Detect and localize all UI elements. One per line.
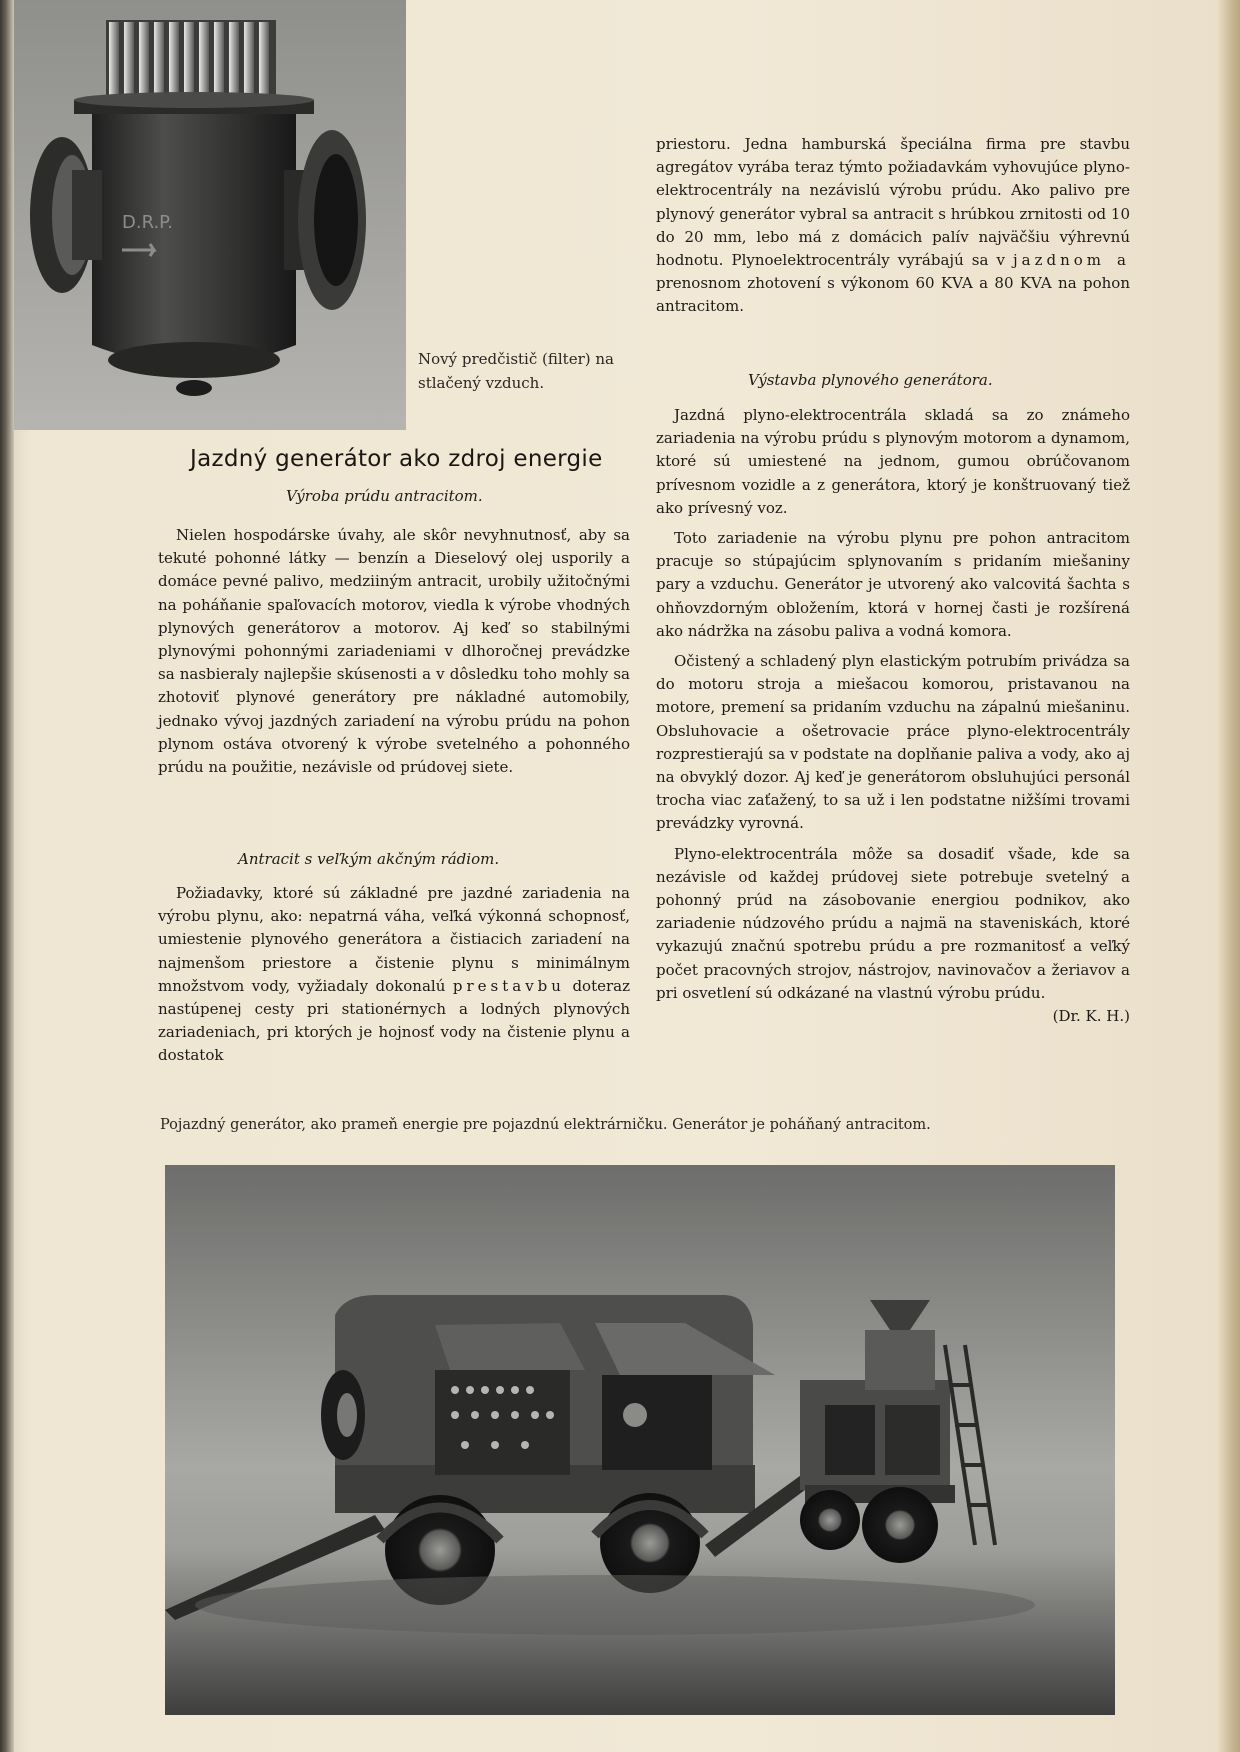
right-paragraph-3: Toto zariadenie na výrobu plynu pre pohon antracitom pracuje so stúpajúcim splynovaním s pridaním miešaniny pary a vzduchu. Generátor je utvorený ako valcovitá šachta s ohňovzdorným obložením, ktorá v hornej časti je rozšírená ako nádržka na zásobu paliva a vodná komora. (656, 529, 1130, 640)
right-column-part2 (656, 404, 1130, 1028)
right-paragraph-5: Plyno-elektrocentrála môže sa dosadiť všade, kde sa nezávisle od každej prúdovej siete potrebuje svetelný a pohonný prúd na zásobovanie energiou podnikov, ako zariadenie núdzového prúdu a najmä na staveniskách, ktoré vykazujú značnú spotrebu prúdu a pre rozmanitosť a veľký počet pracovných strojov, nástrojov, navinovačov a žeriavov a pri osvetlení sú odkázané na vlastnú výrobu prúdu. (Dr. K. H.) (656, 843, 1130, 1005)
article-title: Jazdný generátor ako zdroj energie (190, 446, 603, 472)
left-paragraph-2: Požiadavky, ktoré sú základné pre jazdné zariadenia na výrobu plynu, ako: nepatrná váha, veľká výkonná schopnosť, umiestenie plynového generátora a čistiacich zariadení na najmenšom priestore a čistenie plynu s minimálnym množstvom vody, vyžiadaly dokonalú prestavbu doteraz nastúpenej cesty pri stationérnych a lodných plynových zariadeniach, pri ktorých je hojnosť vody na čistenie plynu a dostatok (158, 884, 630, 1065)
page-right-edge (1218, 0, 1240, 1752)
right-paragraph-4: Očistený a schladený plyn elastickým potrubím privádza sa do motoru stroja a miešacou komorou, pristavanou na motore, premení sa pridaním vzduchu na zápalnú miešaninu. Obsluhovacie a ošetrovacie práce plyno-elektrocentrály rozprestierajú sa v podstate na doplňanie paliva a vody, ako aj na obvyklý dozor. Aj keď je generátorom obsluhujúci personál trocha viac zaťažený, to sa už i len podstatne nižšími trovami prevádzky vyrovná. (656, 652, 1130, 833)
filter-illustration (14, 0, 406, 430)
filter-caption: Nový predčistič (filter) na stlačený vzduch. (418, 350, 614, 392)
generator-trailer-illustration (165, 1165, 1115, 1715)
page-binding-edge (0, 0, 14, 1752)
filter-mark: D.R.P. (122, 212, 173, 233)
bottom-photo-caption: Pojazdný generátor, ako prameň energie pre pojazdnú elektrárničku. Generátor je poháňaný antracitom. (160, 1117, 931, 1133)
right-paragraph-1: priestoru. Jedna hamburská špeciálna firma pre stavbu agregátov vyrába teraz týmto požiadavkám vyhovujúce plyno-elektrocentrály na nezávislú výrobu prúdu. Ako palivo pre plynový generátor vybral sa antracit s hrúbkou zrnitosti od 10 do 20 mm, lebo má z domácich palív najväčšiu výhrevnú hodnotu. Plynoelektrocentrály vyrábajú sa v jazdnom a prenosnom zhotovení s výkonom 60 KVA a 80 KVA na pohon antracitom. (656, 135, 1130, 316)
article-subtitle: Výroba prúdu antracitom. (286, 487, 483, 505)
generator-trailer-photo (165, 1165, 1115, 1715)
left-column-part2 (158, 882, 630, 1068)
left-column (158, 524, 630, 779)
section-title-antracit: Antracit s veľkým akčným rádiom. (238, 850, 500, 868)
signature: (Dr. K. H.) (1052, 1007, 1130, 1026)
right-paragraph-2: Jazdná plyno-elektrocentrála skladá sa zo známeho zariadenia na výrobu prúdu s plynovým motorom a dynamom, ktoré sú umiestené na jednom, gumou obrúčovanom prívesnom vozidle a z generátora, ktorý je konštruovaný tiež ako prívesný voz. (656, 406, 1130, 517)
filter-photo (14, 0, 406, 430)
section-title-vystavba: Výstavba plynového generátora. (748, 371, 993, 389)
left-paragraph-1: Nielen hospodárske úvahy, ale skôr nevyhnutnosť, aby sa tekuté pohonné látky — benzín a Dieselový olej usporily a domáce pevné palivo, medziiným antracit, urobily užitočnými na poháňanie spaľovacích motorov, viedla k výrobe vhodných plynových generátorov a motorov. Aj keď so stabilnými plynovými pohonnými zariadeniami v dlhoročnej prevádzke sa nasbieraly najlepšie skúsenosti a v dôsledku toho mohly sa zhotoviť plynové generátory pre nákladné automobily, jednako vývoj jazdných zariadení na výrobu prúdu na pohon plynom ostáva otvorený k výrobe svetelného a pohonného prúdu na použitie, nezávisle od prúdovej siete. (158, 526, 630, 777)
right-column (656, 133, 1130, 319)
